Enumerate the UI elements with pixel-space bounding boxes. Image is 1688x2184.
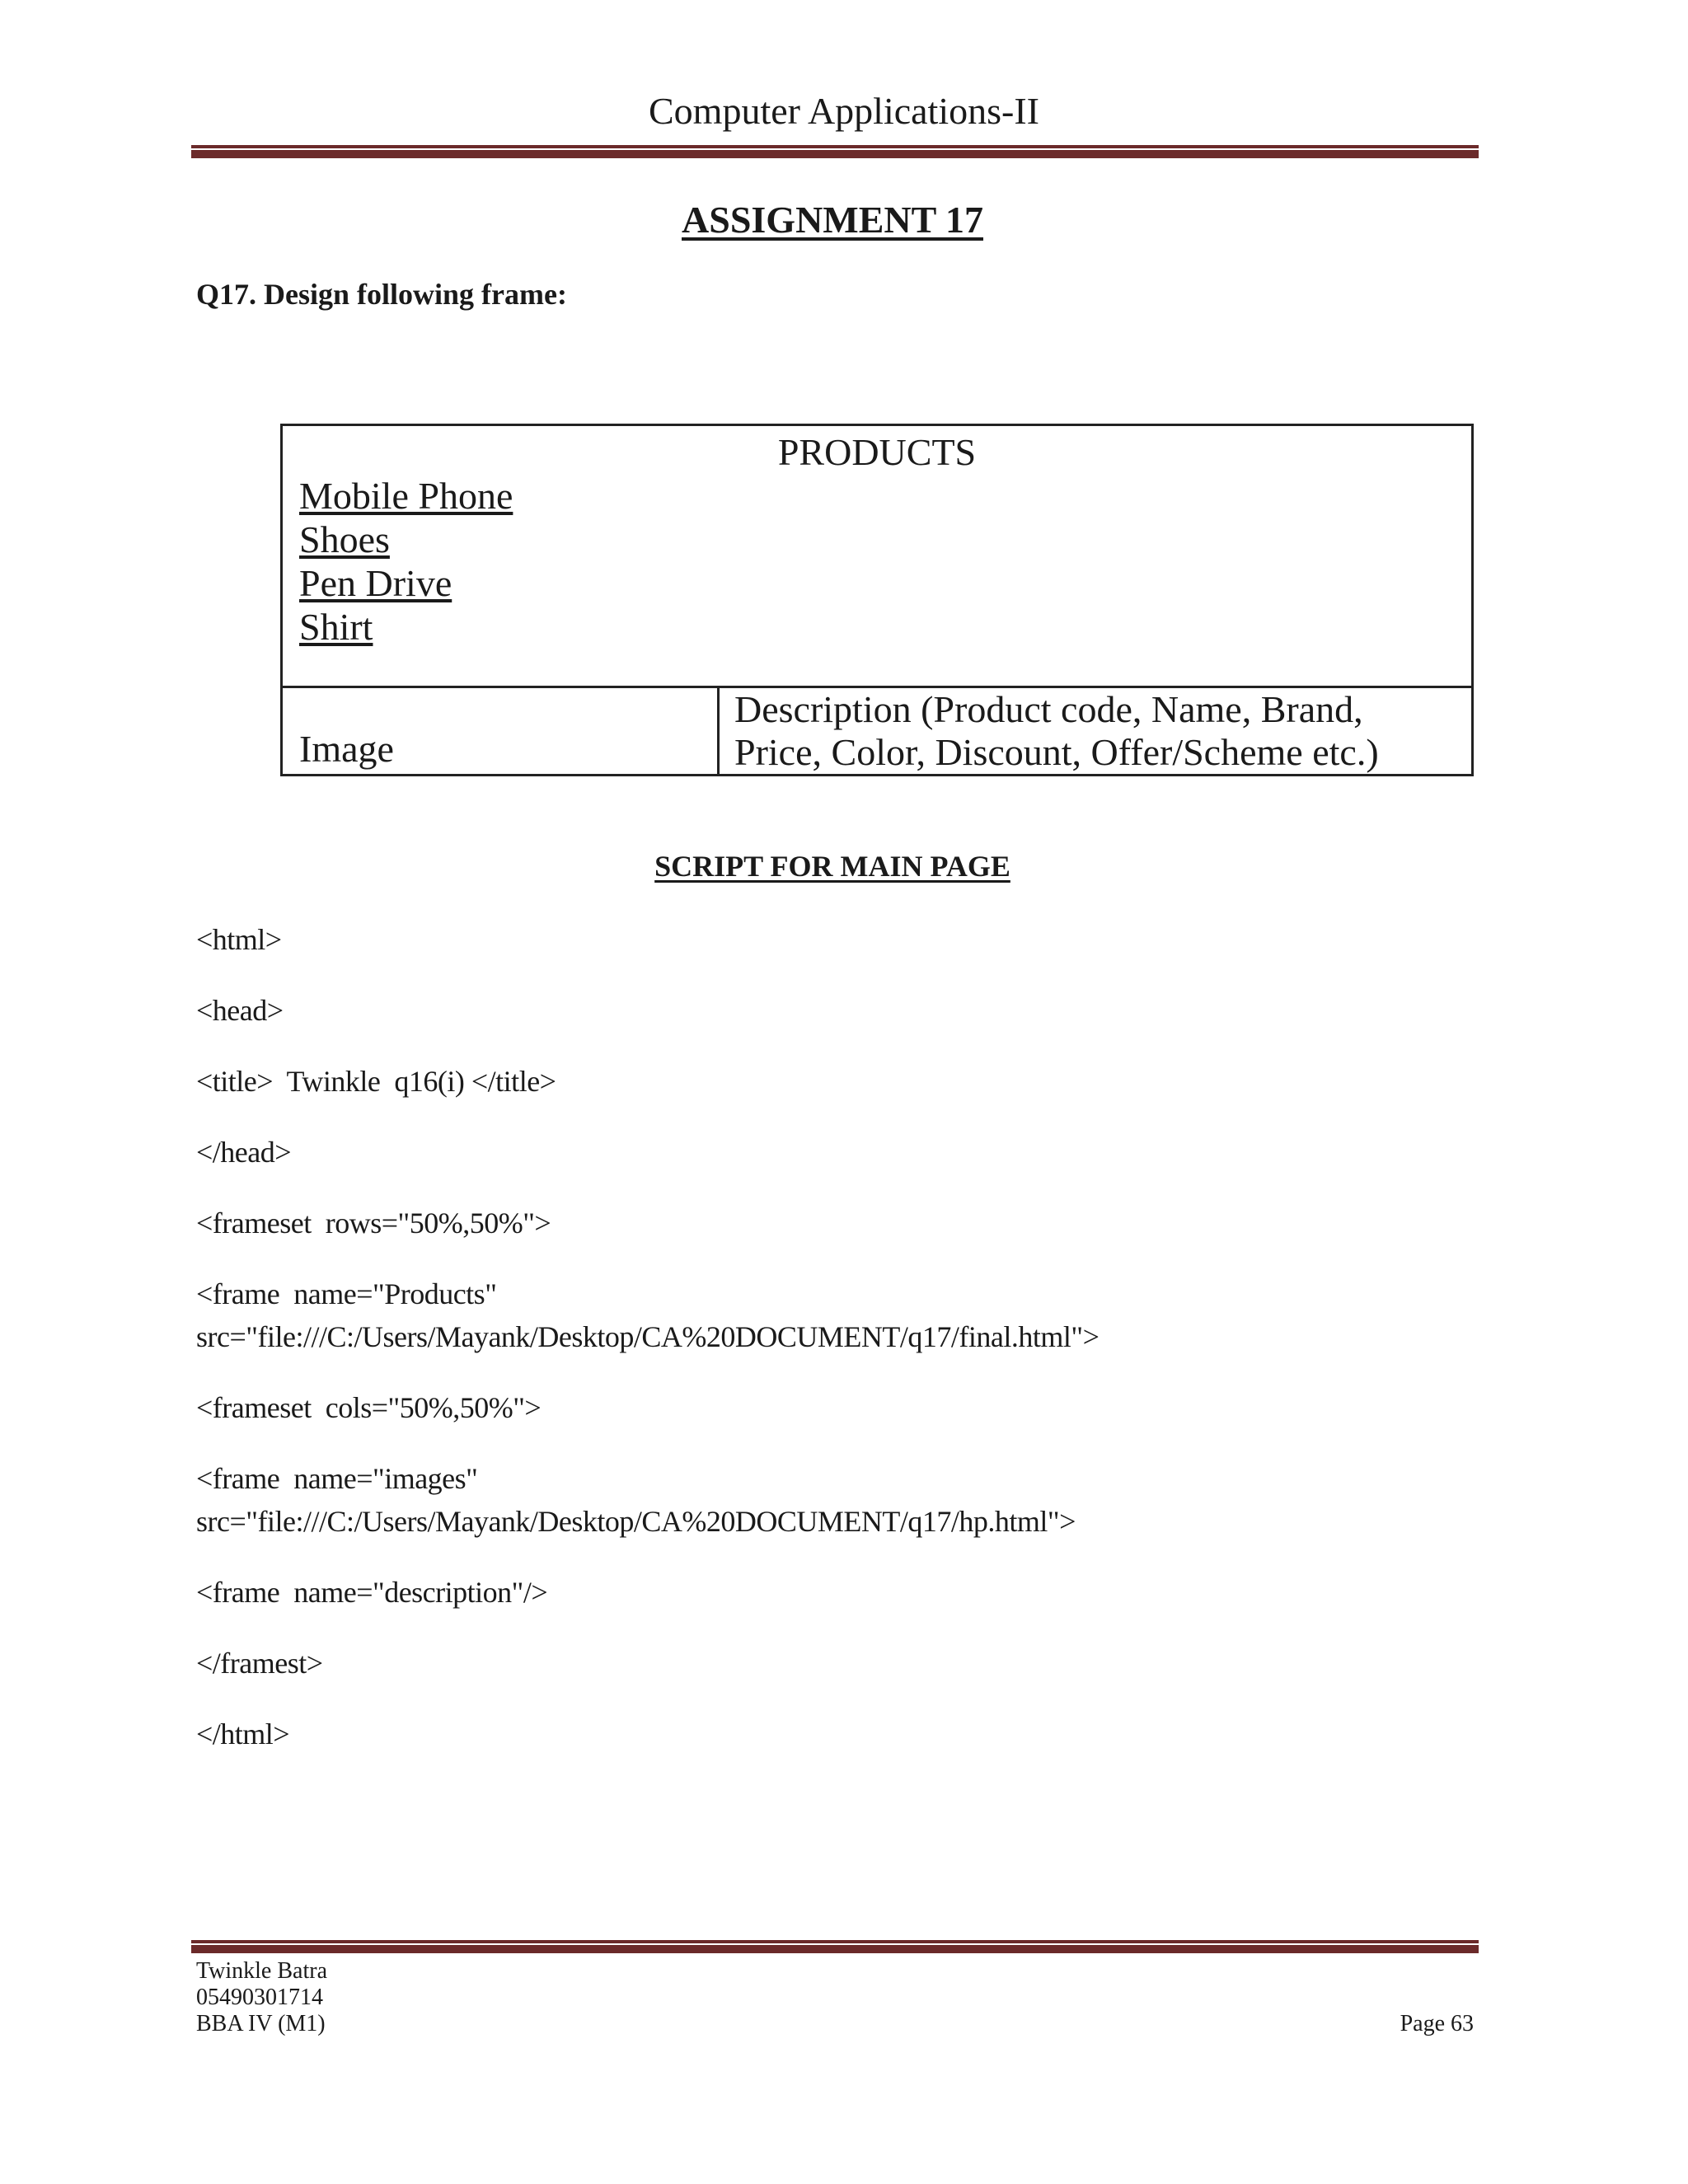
footer-info — [196, 1958, 327, 2037]
page-header-title: Computer Applications-II — [649, 90, 1039, 132]
page-number: Page 63 — [1400, 2011, 1474, 2036]
code-line: </html> — [196, 1718, 290, 1750]
code-line: <title> Twinkle q16(i) </title> — [196, 1065, 556, 1098]
description-line-2: Price, Color, Discount, Offer/Scheme etc.) — [734, 731, 1379, 773]
product-link-pen-drive[interactable]: Pen Drive — [299, 562, 452, 604]
frame-diagram — [280, 424, 1474, 776]
description-frame — [720, 688, 1471, 774]
product-link-mobile-phone[interactable]: Mobile Phone — [299, 475, 513, 517]
image-frame-label: Image — [299, 728, 394, 770]
code-line: src="file:///C:/Users/Mayank/Desktop/CA%20DOCUMENT/q17/hp.html"> — [196, 1505, 1076, 1538]
product-link-shoes[interactable]: Shoes — [299, 518, 390, 560]
script-title: SCRIPT FOR MAIN PAGE — [654, 850, 1010, 883]
description-frame-label — [734, 688, 1460, 774]
code-line: <html> — [196, 923, 282, 956]
products-frame — [283, 426, 1471, 688]
code-line: <head> — [196, 994, 284, 1027]
product-link-shirt[interactable]: Shirt — [299, 606, 373, 648]
footer-author-name: Twinkle Batra — [196, 1958, 327, 1984]
question-text: Q17. Design following frame: — [196, 278, 567, 311]
product-link-list — [299, 474, 513, 649]
footer-roll-number: 05490301714 — [196, 1985, 323, 2010]
assignment-title: ASSIGNMENT 17 — [682, 199, 983, 241]
footer-divider — [191, 1940, 1479, 1953]
code-line: <frame name="Products" — [196, 1277, 497, 1310]
products-heading: PRODUCTS — [777, 431, 977, 473]
code-line: <frameset cols="50%,50%"> — [196, 1391, 542, 1424]
image-frame — [283, 688, 720, 774]
description-line-1: Description (Product code, Name, Brand, — [734, 688, 1363, 730]
code-line: <frame name="description"/> — [196, 1576, 548, 1609]
code-line: src="file:///C:/Users/Mayank/Desktop/CA%20DOCUMENT/q17/final.html"> — [196, 1320, 1100, 1353]
code-line: <frame name="images" — [196, 1462, 478, 1495]
footer-class: BBA IV (M1) — [196, 2011, 326, 2036]
header-divider — [191, 145, 1479, 158]
code-listing — [196, 918, 1099, 1783]
code-line: </framest> — [196, 1647, 323, 1680]
code-line: <frameset rows="50%,50%"> — [196, 1207, 551, 1240]
code-line: </head> — [196, 1136, 292, 1169]
